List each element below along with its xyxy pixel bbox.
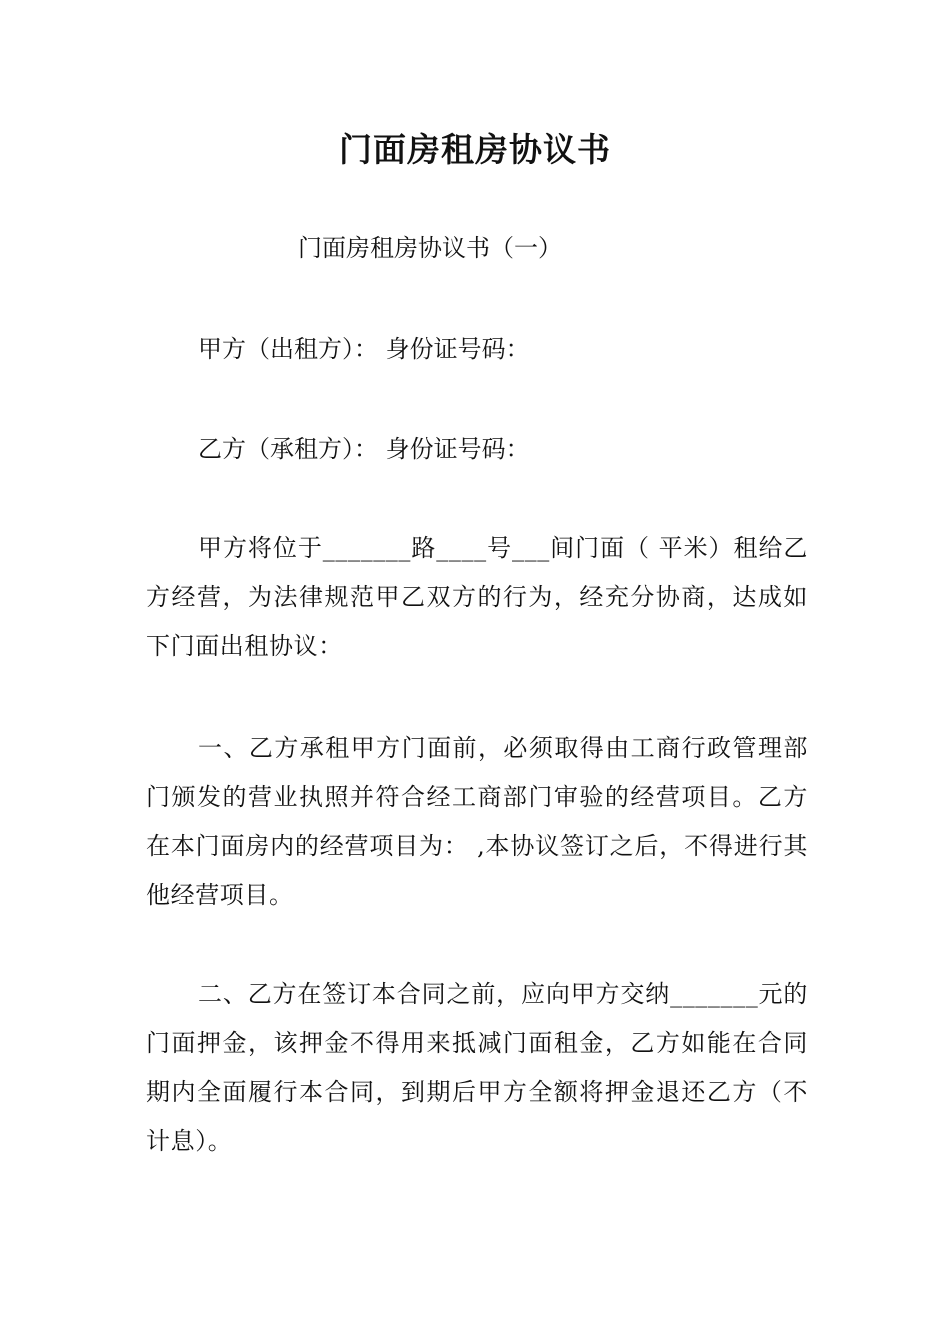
party-a-line: 甲方（出租方）： 身份证号码： [198, 335, 530, 363]
document-subtitle: 门面房租房协议书（一） [298, 234, 562, 262]
paragraph-premises: 甲方将位于_______路____号___间门面（ 平米）租给乙方经营，为法律规范甲乙双方的行为，经充分协商，达成如下门面出租协议： [146, 534, 808, 660]
party-b-line: 乙方（承租方）： 身份证号码： [198, 435, 530, 463]
paragraph-clause-2: 二、乙方在签订本合同之前，应向甲方交纳_______元的门面押金，该押金不得用来抵减门面租金，乙方如能在合同期内全面履行本合同，到期后甲方全额将押金退还乙方（不计息）。 [146, 980, 808, 1155]
document-title: 门面房租房协议书 [339, 130, 611, 169]
paragraph-clause-1: 一、乙方承租甲方门面前，必须取得由工商行政管理部门颁发的营业执照并符合经工商部门审验的经营项目。乙方在本门面房内的经营项目为： ,本协议签订之后，不得进行其他经营项目。 [146, 734, 808, 909]
